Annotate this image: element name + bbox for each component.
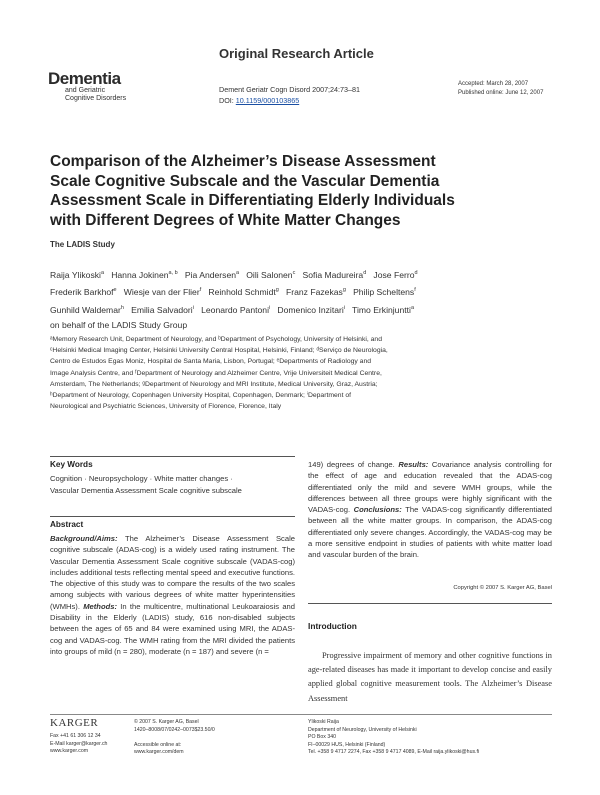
citation-text: Dement Geriatr Cogn Disord 2007;24:73–81 (219, 85, 361, 94)
author-affil: i (343, 304, 346, 311)
title-line: Comparison of the Alzheimer’s Disease Assessment (50, 153, 436, 170)
author-name: Frederik Barkhof (50, 287, 114, 298)
author-line (50, 301, 550, 318)
footer-publisher (134, 719, 215, 757)
article-title (50, 152, 550, 230)
author-name: Oili Salonen (246, 269, 293, 280)
keywords-text (50, 473, 300, 496)
doi-label: DOI: (219, 96, 236, 105)
author-name: Wiesje van der Flier (123, 287, 200, 298)
results-label: Results: (398, 460, 429, 469)
footer-publisher-line: 1420–8008/07/0242–0073$23.50/0 (134, 726, 215, 733)
affiliation-line: Centro de Estudos Egas Moniz, Hospital de Santa Maria, Lisbon, Portugal; ᵉDepartments of Radiology and (50, 358, 372, 366)
footer-correspondence (308, 719, 479, 757)
abstract-column-2 (308, 459, 552, 561)
karger-logo: KARGER (50, 717, 99, 729)
author-affil: g (342, 287, 346, 294)
journal-logo-main: Dementia (48, 69, 121, 88)
author-line (50, 283, 550, 300)
title-line: Scale Cognitive Subscale and the Vascular Dementia (50, 172, 440, 190)
footer-publisher-line: © 2007 S. Karger AG, Basel (134, 719, 199, 725)
affiliation-line: Neurological and Psychiatric Sciences, University of Florence, Florence, Italy (50, 403, 282, 411)
footer-correspondence-line: FI–00029 HUS, Helsinki (Finland) (308, 741, 386, 748)
author-name: Philip Scheltens (353, 287, 415, 298)
author-name: Raija Ylikoski (50, 269, 101, 280)
author-line (50, 266, 550, 283)
footer-email[interactable]: E-Mail karger@karger.ch (50, 740, 108, 747)
abstract-end-rule (308, 603, 552, 604)
affiliation-line: Image Analysis Centre, and ᶠDepartment of Neurology and Alzheimer Centre, Vrije Universiteit Medical Centre, (50, 369, 382, 377)
keywords-line: Vascular Dementia Assessment Scale cognitive subscale (50, 485, 242, 495)
author-affil: a (236, 270, 240, 276)
published-date: Published online: June 12, 2007 (458, 90, 544, 96)
conclusions-text: The VADAS-cog significantly differentiated between all the white matter groups. In comparison, the ADAS-cog differentiated only severe changes. Accordingly, the VADAS-cog may be a more sensitive endpoint in studies of patients with white matter load and vascular burden of the brain. (308, 505, 553, 560)
article-type: Original Research Article (219, 46, 374, 61)
methods-label: Methods: (83, 601, 117, 611)
background-text: The Alzheimer’s Disease Assessment Scale cognitive subscale (ADAS-cog) is a widely used rating instrument. The Vascular Dementia Assessment Scale cognitive subscale (VADAS-cog) includes additional tests reflecting mental speed and executive functions. The objective of this study was to compare the results of the two scales among subjects with various degrees of white matter hyperintensities (WMHs). (50, 534, 295, 611)
author-name: Franz Fazekas (286, 287, 343, 298)
background-label: Background/Aims: (50, 534, 118, 543)
results-text: Covariance analysis controlling for the effect of age and education revealed that the ADAS-cog differentiated only the mild and severe WMH groups, while the differences between all three groups were highly significant with the VADAS-cog. (308, 460, 553, 515)
footer-fax: Fax +41 61 306 12 34 (50, 733, 101, 739)
author-name: Gunhild Waldemar (50, 304, 121, 315)
introduction-heading: Introduction (308, 621, 357, 631)
affiliation-line: ʰDepartment of Neurology, Copenhagen University Hospital, Copenhagen, Denmark; ⁱDepartment of (50, 392, 352, 400)
abstract-continuation: 149) degrees of change. (308, 460, 399, 469)
author-affil: d (414, 270, 418, 276)
conclusions-label: Conclusions: (353, 505, 402, 515)
doi-line (219, 95, 360, 106)
footer-correspondence-line: Department of Neurology, University of Helsinki (308, 726, 417, 733)
journal-logo (48, 70, 148, 103)
author-name: Pia Andersen (184, 269, 237, 280)
abstract-column-1 (50, 533, 295, 657)
affiliation-line: ᶜHelsinki Medical Imaging Center, Helsinki University Central Hospital, Helsinki, Finland; ᵈServiço de Neurologia, (50, 347, 388, 355)
author-affil: f (199, 287, 202, 294)
author-group: on behalf of the LADIS Study Group (50, 320, 188, 331)
author-affil: a, b (168, 270, 178, 276)
footer-publisher-link[interactable]: www.karger.com/dem (134, 749, 184, 756)
abstract-rule (50, 516, 295, 517)
footer-publisher-line (134, 734, 215, 742)
introduction-text: Progressive impairment of memory and other cognitive functions in age-related diseases has made it important to develop concise and easily applied global cognitive measurement tools. The Alzheimer’s Disease Assessment (308, 651, 552, 703)
keywords-heading: Key Words (50, 460, 93, 469)
accepted-date: Accepted: March 28, 2007 (458, 81, 529, 87)
affiliation-line: ᵃMemory Research Unit, Department of Neurology, and ᵇDepartment of Psychology, University of Helsinki, and (50, 336, 382, 343)
doi-link[interactable]: 10.1159/000103865 (235, 96, 300, 105)
abstract-heading: Abstract (50, 520, 84, 529)
author-name: Sofia Madureira (302, 269, 364, 280)
author-name: Jose Ferro (373, 269, 415, 280)
keywords-line: Cognition · Neuropsychology · White matter changes · (50, 474, 233, 483)
article-dates (458, 80, 543, 98)
footer-rule (50, 714, 552, 715)
author-name: Leonardo Pantoni (201, 304, 269, 315)
methods-text: In the multicentre, multinational Leukoaraiosis and Disability in the Elderly (LADIS) study, 616 non-disabled subjects between the ages of 65 and 84 were examined using MRI, the ADAS-cog and VADAS-cog. The WMH rating from the MRI divided the patients into groups of mild (n = 280), moderate (n = 187) and severe (n = (50, 601, 295, 656)
copyright: Copyright © 2007 S. Karger AG, Basel (453, 585, 552, 591)
author-affil: h (120, 304, 124, 311)
footer-website[interactable]: www.karger.com (50, 748, 89, 755)
author-name: Domenico Inzitari (277, 304, 344, 315)
citation (219, 84, 360, 106)
author-affil: c (292, 270, 296, 276)
footer-contact (50, 733, 107, 756)
author-name: Hanna Jokinen (111, 269, 169, 280)
author-affil: a (100, 270, 105, 276)
journal-logo-sub2: Cognitive Disorders (65, 95, 127, 102)
author-affil: d (363, 270, 367, 276)
footer-correspondence-line: Ylikoski Raija (308, 719, 339, 725)
author-affil: g (275, 287, 279, 294)
keywords-rule (50, 456, 295, 457)
footer-correspondence-line: PO Box 340 (308, 734, 336, 741)
author-affil: i (268, 304, 271, 311)
author-list (50, 266, 550, 334)
journal-logo-sub1: and Geriatric (65, 87, 106, 94)
article-subtitle: The LADIS Study (50, 240, 115, 249)
author-name: Reinhold Schmidt (208, 287, 276, 298)
author-affil: e (113, 287, 117, 294)
author-affil: i (192, 304, 194, 311)
author-name: Emilia Salvadori (131, 304, 193, 315)
title-line: with Different Degrees of White Matter Changes (50, 211, 401, 229)
author-affil: f (414, 287, 416, 294)
title-line: Assessment Scale in Differentiating Elderly Individuals (50, 192, 455, 209)
footer-publisher-line: Accessible online at: (134, 741, 182, 748)
author-affil: a (410, 304, 414, 311)
footer-correspondence-line: Tel. +358 9 4717 2274, Fax +358 9 4717 4089, E-Mail raija.ylikoski@hus.fi (308, 749, 480, 756)
affiliations (50, 334, 550, 412)
author-name: Timo Erkinjuntti (352, 304, 411, 315)
affiliation-line: Amsterdam, The Netherlands; ᵍDepartment of Neurology and MRI Institute, Medical University, Graz, Austria; (50, 380, 378, 388)
